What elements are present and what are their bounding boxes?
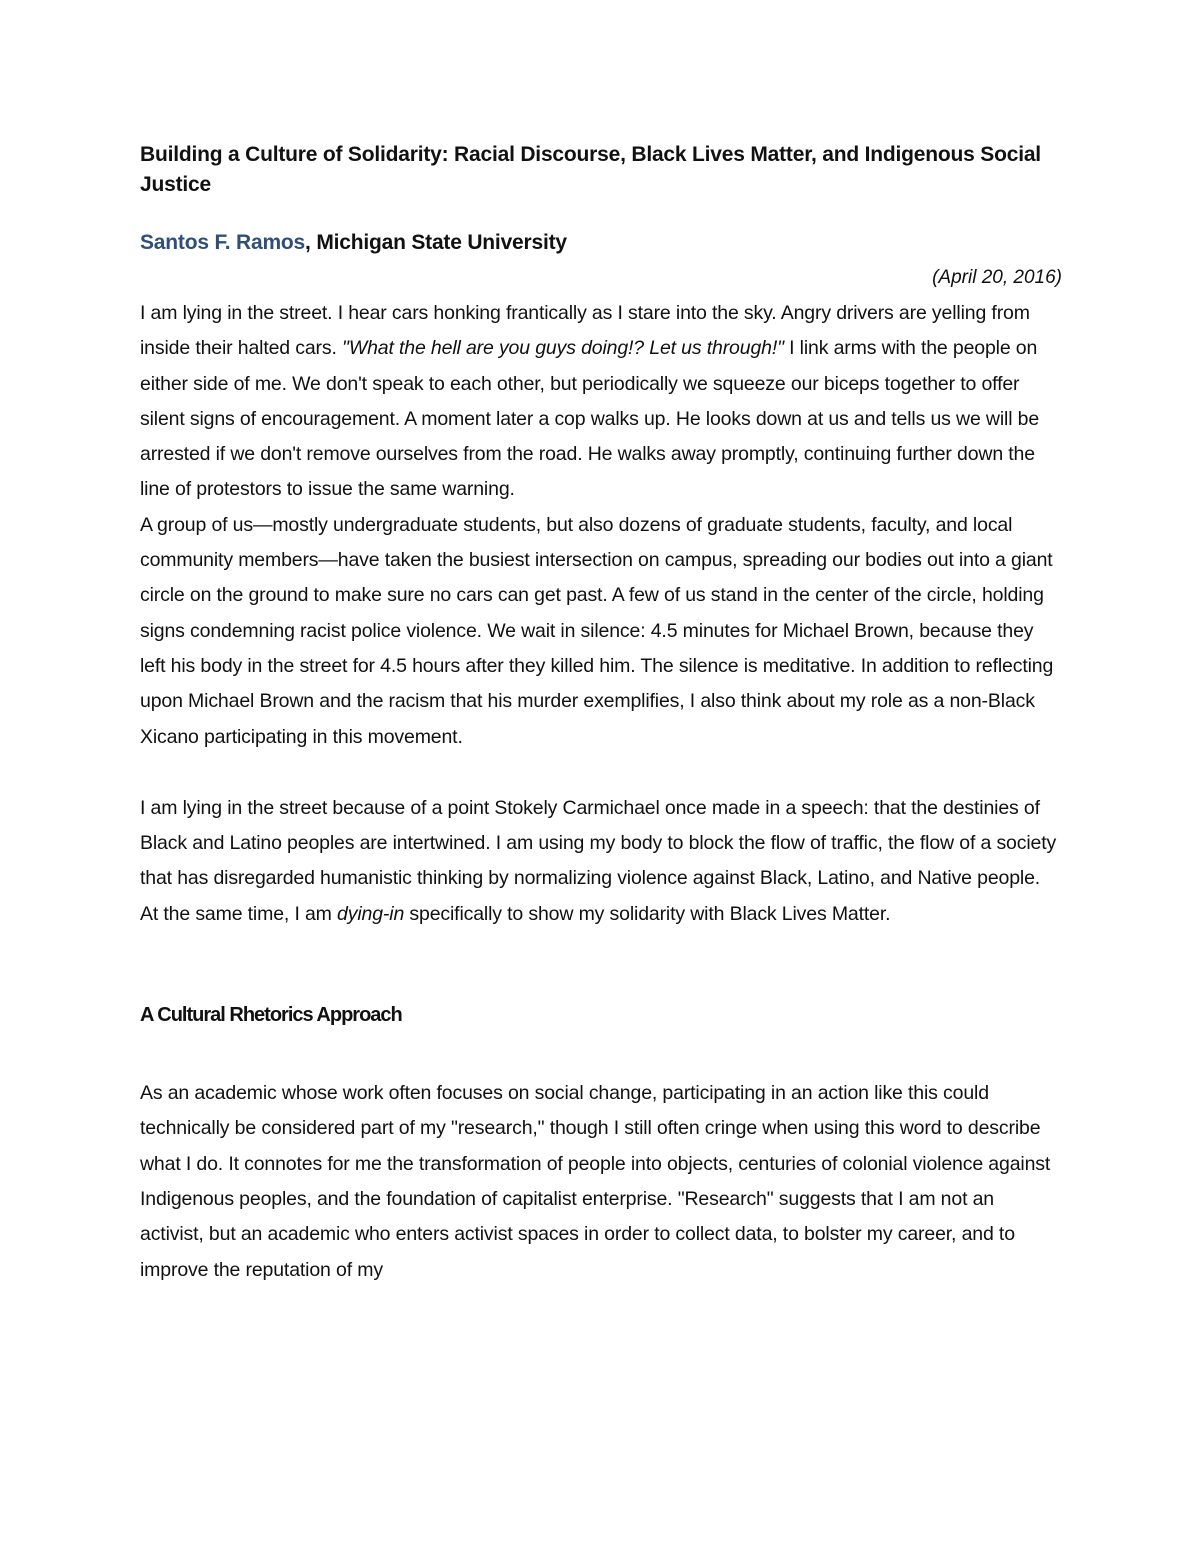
body-paragraph-3 xyxy=(140,791,1062,932)
paragraph-1-text-b: I link arms with the people on either side of me. We don't speak to each other, but periodically we squeeze our biceps together to offer silent signs of encouragement. A moment later a cop walks up. He looks down at us and tells us we will be arrested if we don't remove ourselves from the road. He walks away promptly, continuing further down the line of protestors to issue the same warning. xyxy=(140,337,1040,501)
body-paragraph-1 xyxy=(140,296,1062,508)
byline xyxy=(140,228,1062,258)
publication-date: (April 20, 2016) xyxy=(932,267,1062,288)
body-paragraph-2: A group of us—mostly undergraduate students, but also dozens of graduate students, faculty, and local community members—have taken the busiest intersection on campus, spreading our bodies out into a giant circle on the ground to make sure no cars can get past. A few of us stand in the center of the circle, holding signs condemning racist police violence. We wait in silence: 4.5 minutes for Michael Brown, because they left his body in the street for 4.5 hours after they killed him. The silence is meditative. In addition to reflecting upon Michael Brown and the racism that his murder exemplifies, I also think about my role as a non-Black Xicano participating in this movement. xyxy=(140,513,1054,748)
paragraph-1-text-a: I am lying in the street. I hear cars honking frantically as I stare into the sky. Angry drivers are yelling from inside their halted cars. xyxy=(140,302,1030,360)
paragraph-1-quote: "What the hell are you guys doing!? Let us through!" xyxy=(342,337,784,360)
article-title: Building a Culture of Solidarity: Racial Discourse, Black Lives Matter, and Indigenous Social Justice xyxy=(140,143,1041,196)
paragraph-3-text-a: I am lying in the street because of a point Stokely Carmichael once made in a speech: that the destinies of Black and Latino peoples are intertwined. I am using my body to block the flow of traffic, the flow of a society that has disregarded humanistic thinking by normalizing violence against Black, Latino, and Native people. At the same time, I am xyxy=(140,796,1057,925)
document-page xyxy=(140,140,1062,1288)
author-affiliation: , Michigan State University xyxy=(305,231,567,254)
paragraph-3-emphasis: dying-in xyxy=(337,902,405,925)
author-link[interactable]: Santos F. Ramos xyxy=(140,231,306,254)
section-heading: A Cultural Rhetorics Approach xyxy=(140,1004,402,1027)
body-paragraph-4: As an academic whose work often focuses on social change, participating in an action like this could technically be considered part of my "research," though I still often cringe when using this word to describe what I do. It connotes for me the transformation of people into objects, centuries of colonial violence against Indigenous peoples, and the foundation of capitalist enterprise. "Research" suggests that I am not an activist, but an academic who enters activist spaces in order to collect data, to bolster my career, and to improve the reputation of my xyxy=(140,1082,1051,1281)
paragraph-3-text-b: specifically to show my solidarity with Black Lives Matter. xyxy=(404,902,891,925)
